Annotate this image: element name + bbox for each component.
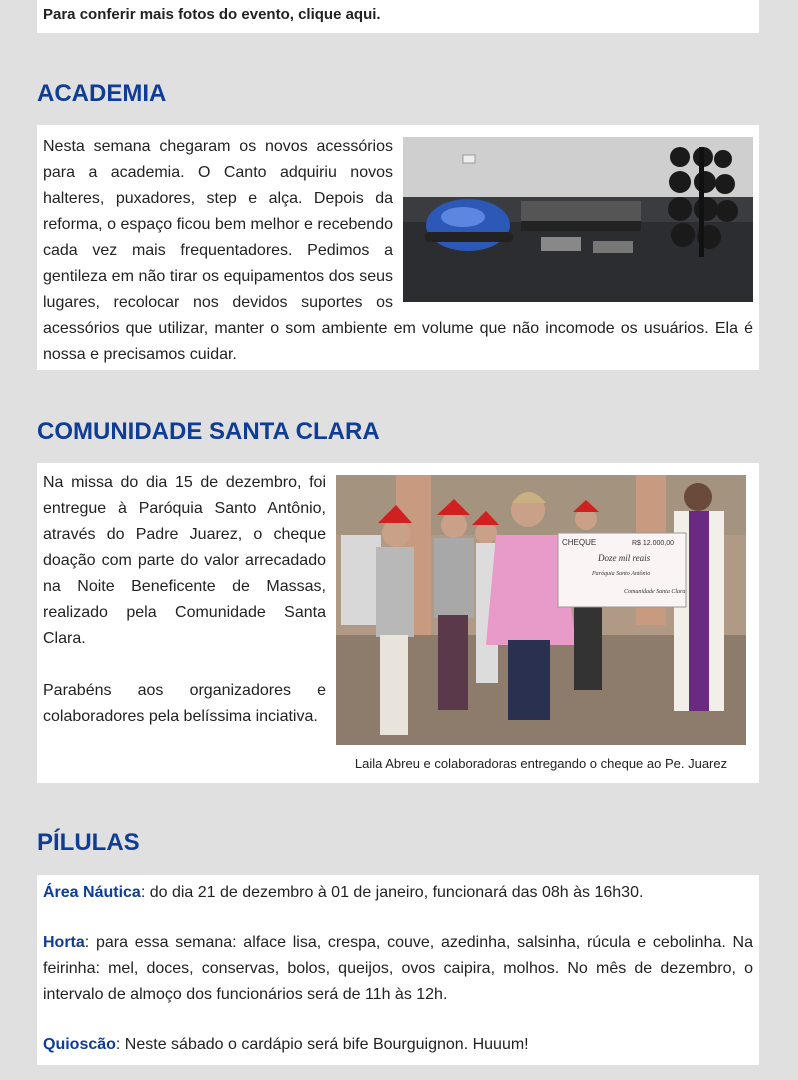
- santa-clara-text-1: Na missa do dia 15 de dezembro, foi entregue à Paróquia Santo Antônio, através do Padre Juarez, o cheque doação com parte do valor arrecadado na Noite Beneficente de Massas, realizado pela Comunidade Santa Clara.: [43, 474, 326, 647]
- cheque: [558, 533, 686, 607]
- academia-photo: [403, 137, 753, 302]
- pilula-quioscao: [43, 1032, 753, 1058]
- academia-card: [37, 125, 759, 370]
- academia-text: Nesta semana chegaram os novos acessórios para a academia. O Canto adquiriu novos halteres, puxadores, step e alça. Depois da reforma, o espaço ficou bem melhor e recebendo cada vez mais frequentadores. Pedimos a gentileza em não tirar os equipamentos dos seus lugares, recolocar nos devidos suportes os acessórios que utilizar, manter o som ambiente em volume que não incomode os usuários. Ela é nossa e precisamos cuidar.: [43, 138, 753, 363]
- pilula-horta: [43, 930, 753, 1008]
- pilulas-card: [37, 875, 759, 1065]
- santa-clara-photo-block: [336, 475, 746, 771]
- santa-clara-heading: COMUNIDADE SANTA CLARA: [37, 418, 380, 445]
- academia-heading: ACADEMIA: [37, 80, 167, 107]
- cheque-amount: R$ 12.000,00: [632, 540, 675, 547]
- pilula-nautica: [43, 880, 753, 906]
- pilula-nautica-text: : do dia 21 de dezembro à 01 de janeiro, funcionará das 08h às 16h30.: [140, 884, 644, 901]
- pilulas-heading: PÍLULAS: [37, 829, 140, 856]
- cheque-label: CHEQUE: [562, 538, 597, 547]
- cheque-signer: Comunidade Santa Clara: [624, 589, 686, 595]
- cheque-payee: Paróquia Santo Antônio: [592, 571, 651, 577]
- pilula-quioscao-key: Quioscão: [43, 1036, 116, 1053]
- santa-clara-text-2: Parabéns aos organizadores e colaboradores pela belíssima inciativa.: [43, 682, 326, 725]
- photos-link[interactable]: Para conferir mais fotos do evento, clique aqui.: [43, 6, 381, 23]
- pilula-horta-text: : para essa semana: alface lisa, crespa, couve, azedinha, salsinha, rúcula e cebolinha. Na feirinha: mel, doces, conservas, bolos, queijos, ovos caipira, molhos. No mês de dezembro, o intervalo de almoço dos funcionários será de 11h às 12h.: [43, 934, 753, 1003]
- pilula-horta-key: Horta: [43, 934, 85, 951]
- santa-clara-card: [37, 463, 759, 783]
- santa-clara-photo: [336, 475, 746, 745]
- photo-caption: Laila Abreu e colaboradoras entregando o cheque ao Pe. Juarez: [354, 756, 728, 771]
- pilula-quioscao-text: : Neste sábado o cardápio será bife Bourguignon. Huuum!: [115, 1036, 529, 1053]
- photos-link-card: [37, 0, 759, 33]
- pilula-nautica-key: Área Náutica: [43, 884, 141, 901]
- cheque-words: Doze mil reais: [598, 553, 651, 563]
